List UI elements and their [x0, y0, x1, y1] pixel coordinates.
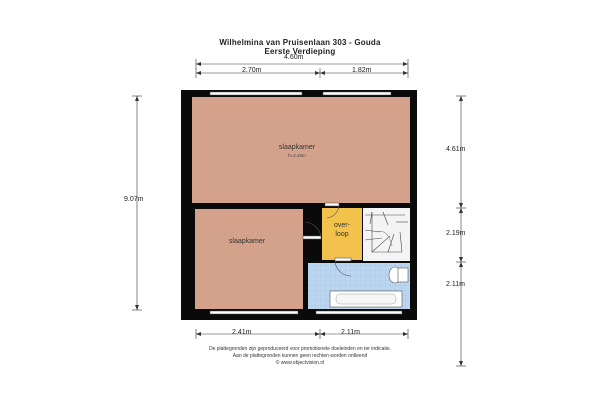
- stairwell: [363, 208, 410, 261]
- dim-bottom-right: 2.11m: [341, 329, 360, 336]
- bedroom-1-label: slaapkamer: [278, 144, 316, 151]
- dim-top-right: 1.82m: [352, 67, 372, 74]
- bedroom-1-height: h=2.48m: [288, 153, 306, 158]
- dim-right-top: 4.61m: [446, 146, 466, 153]
- bedroom-2-label: slaapkamer: [228, 238, 266, 245]
- footer-disclaimer: De plattegronden zijn geproduceerd voor promotionele doeleinden en ter indicatie.: [208, 346, 392, 352]
- landing-label-line2: loop: [335, 231, 349, 238]
- bedroom-2-floor: [195, 209, 303, 309]
- dim-top-left: 2.70m: [242, 67, 262, 74]
- dim-top-total: 4.60m: [284, 54, 304, 61]
- dim-left-total: 9.07m: [124, 196, 144, 203]
- floor-title: Eerste Verdieping: [264, 47, 336, 56]
- dim-right-middle: 2.19m: [446, 230, 466, 237]
- toilet-tank: [398, 268, 408, 282]
- dim-bottom-left: 2.41m: [232, 329, 252, 336]
- footer-copyright: © www.objectvision.nl: [275, 360, 325, 366]
- dim-right-bottom: 2.11m: [446, 281, 465, 288]
- footer-rights: Aan de plattegronden kunnen geen rechten worden ontleend: [232, 353, 368, 359]
- address-title: Wilhelmina van Pruisenlaan 303 - Gouda: [219, 38, 381, 47]
- landing-label-line1: over-: [334, 222, 350, 229]
- bathtub-basin: [336, 294, 396, 304]
